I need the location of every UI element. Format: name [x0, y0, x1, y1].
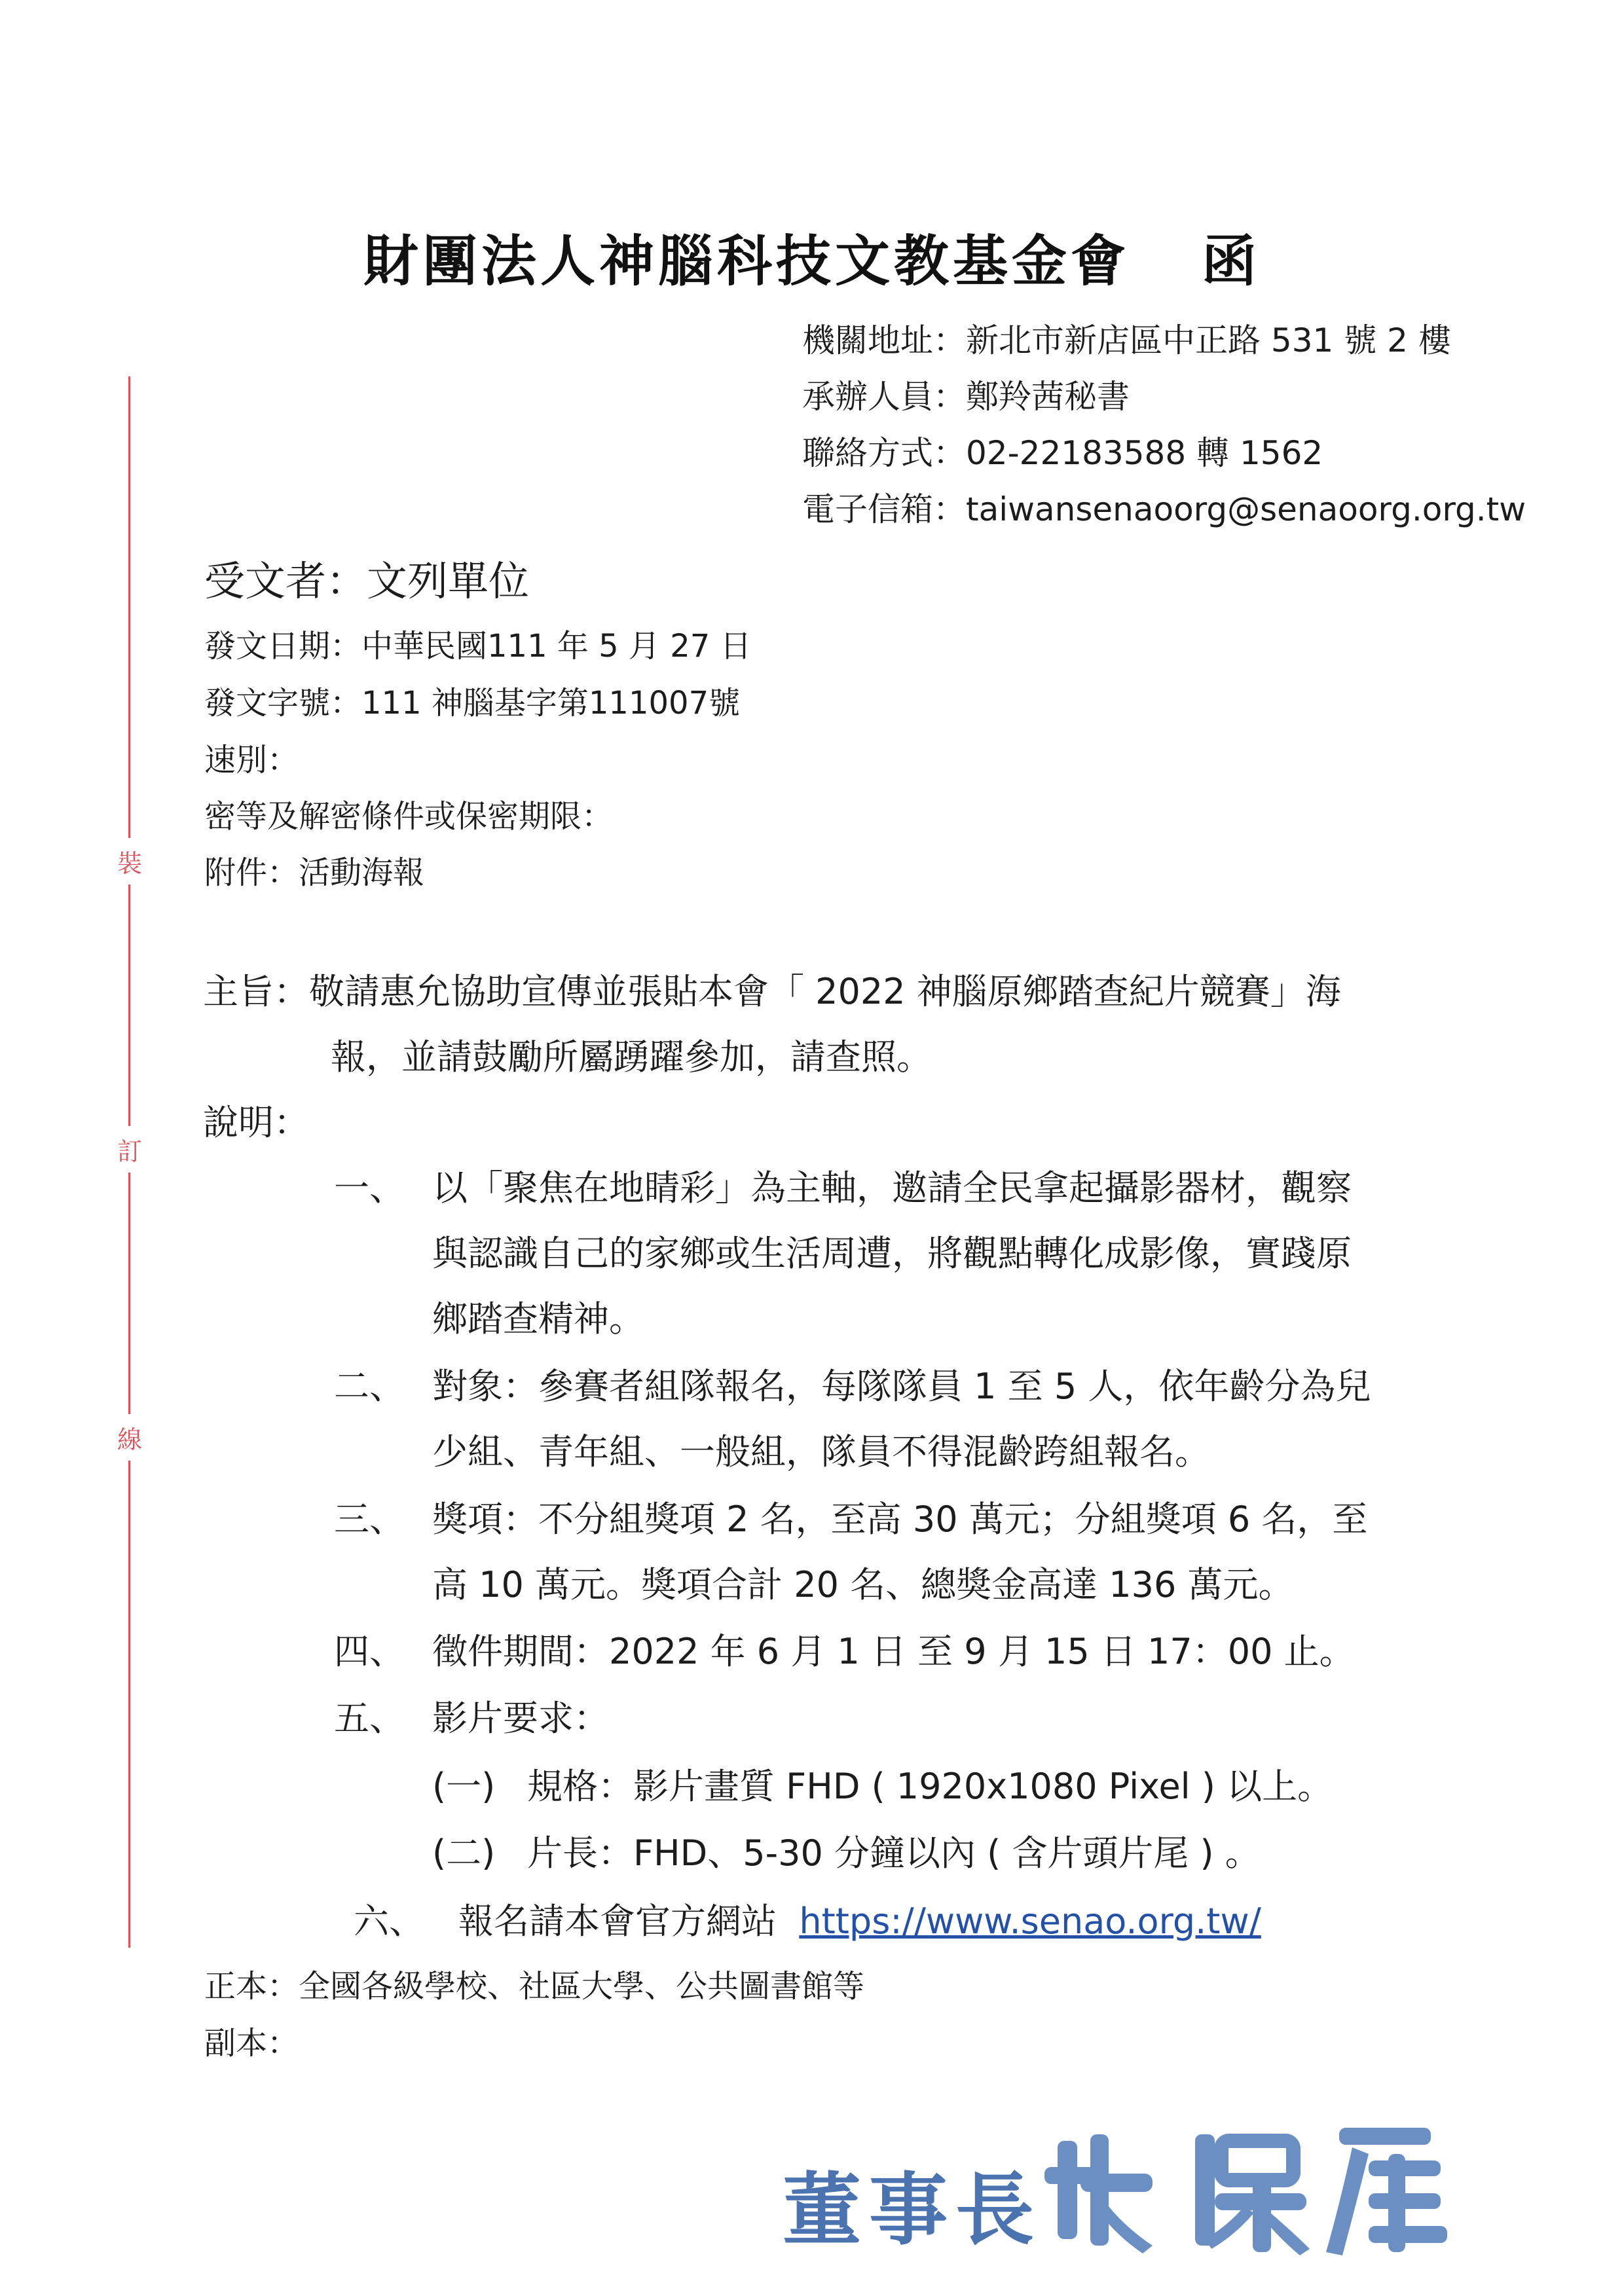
item-4-line-1: 徵件期間：2022 年 6 月 1 日 至 9 月 15 日 17：00 止。: [432, 1631, 1355, 1672]
issue-number: 發文字號：111 神腦基字第111007號: [204, 685, 741, 721]
subject-line-2: 報，並請鼓勵所屬踴躍參加，請查照。: [331, 1036, 932, 1078]
item-3-num: 三、: [334, 1499, 405, 1540]
contact-person: 承辦人員：鄭羚茜秘書: [802, 378, 1130, 416]
contact-email: 電子信箱：taiwansenaoorg@senaoorg.org.tw: [802, 490, 1526, 528]
original-recipients: 正本：全國各級學校、社區大學、公共圖書館等: [204, 1968, 865, 2005]
binding-mark-xian: 線: [113, 1414, 147, 1461]
attachment: 附件：活動海報: [204, 854, 425, 891]
item-5-line-1: 影片要求：: [432, 1698, 609, 1739]
signature-seal-image: [1044, 2115, 1450, 2265]
recipient: 受文者：文列單位: [204, 557, 530, 605]
copy-recipients: 副本：: [204, 2025, 299, 2062]
issue-date: 發文日期：中華民國111 年 5 月 27 日: [204, 628, 752, 665]
item-1-line-2: 與認識自己的家鄉或生活周遭，將觀點轉化成影像，實踐原: [432, 1233, 1352, 1274]
item-6-text: [458, 1893, 1261, 1944]
secrecy: 密等及解密條件或保密期限：: [204, 798, 614, 835]
subitem-2-num: (二): [432, 1832, 496, 1874]
item-2-num: 二、: [334, 1366, 405, 1407]
item-2-line-2: 少組、青年組、一般組，隊員不得混齡跨組報名。: [432, 1431, 1210, 1472]
item-3-line-2: 高 10 萬元。獎項合計 20 名、總獎金高達 136 萬元。: [432, 1564, 1294, 1605]
document-title: [0, 217, 1624, 297]
item-4-num: 四、: [334, 1631, 405, 1672]
item-2-line-1: 對象：參賽者組隊報名，每隊隊員 1 至 5 人，依年齡分為兒: [432, 1366, 1371, 1407]
item-6-num: 六、: [354, 1901, 424, 1942]
binding-mark-zhuang: 裝: [113, 838, 147, 884]
doc-type: 函: [1202, 229, 1261, 293]
item-1-line-3: 鄉踏查精神。: [432, 1298, 644, 1339]
subject-line-1: 主旨：敬請惠允協助宣傳並張貼本會「 2022 神腦原鄉踏查紀片競賽」海: [203, 971, 1341, 1012]
subitem-1-num: (一): [432, 1766, 496, 1807]
contact-phone: 聯絡方式：02-22183588 轉 1562: [802, 434, 1323, 472]
subitem-1-text: 規格：影片畫質 FHD ( 1920x1080 Pixel ) 以上。: [527, 1766, 1333, 1807]
item-3-line-1: 獎項：不分組獎項 2 名，至高 30 萬元；分組獎項 6 名，至: [432, 1499, 1368, 1540]
item-1-num: 一、: [334, 1167, 405, 1209]
signature-block: [783, 2115, 1477, 2265]
registration-link[interactable]: https://www.senao.org.tw/: [799, 1901, 1261, 1942]
binding-mark-ding: 訂: [113, 1126, 147, 1173]
item-5-num: 五、: [334, 1698, 405, 1739]
org-title: 財團法人神腦科技文教基金會: [363, 229, 1130, 293]
explain-label: 說明：: [203, 1102, 309, 1143]
signature-title: 董事長: [783, 2164, 1042, 2256]
item-6-label: 報名請本會官方網站: [458, 1901, 777, 1942]
contact-address: 機關地址：新北市新店區中正路 531 號 2 樓: [802, 321, 1451, 359]
subitem-2-text: 片長：FHD、5-30 分鐘以內 ( 含片頭片尾 ) 。: [527, 1832, 1261, 1874]
urgency: 速別：: [204, 742, 299, 778]
item-1-line-1: 以「聚焦在地睛彩」為主軸，邀請全民拿起攝影器材，觀察: [432, 1167, 1352, 1209]
